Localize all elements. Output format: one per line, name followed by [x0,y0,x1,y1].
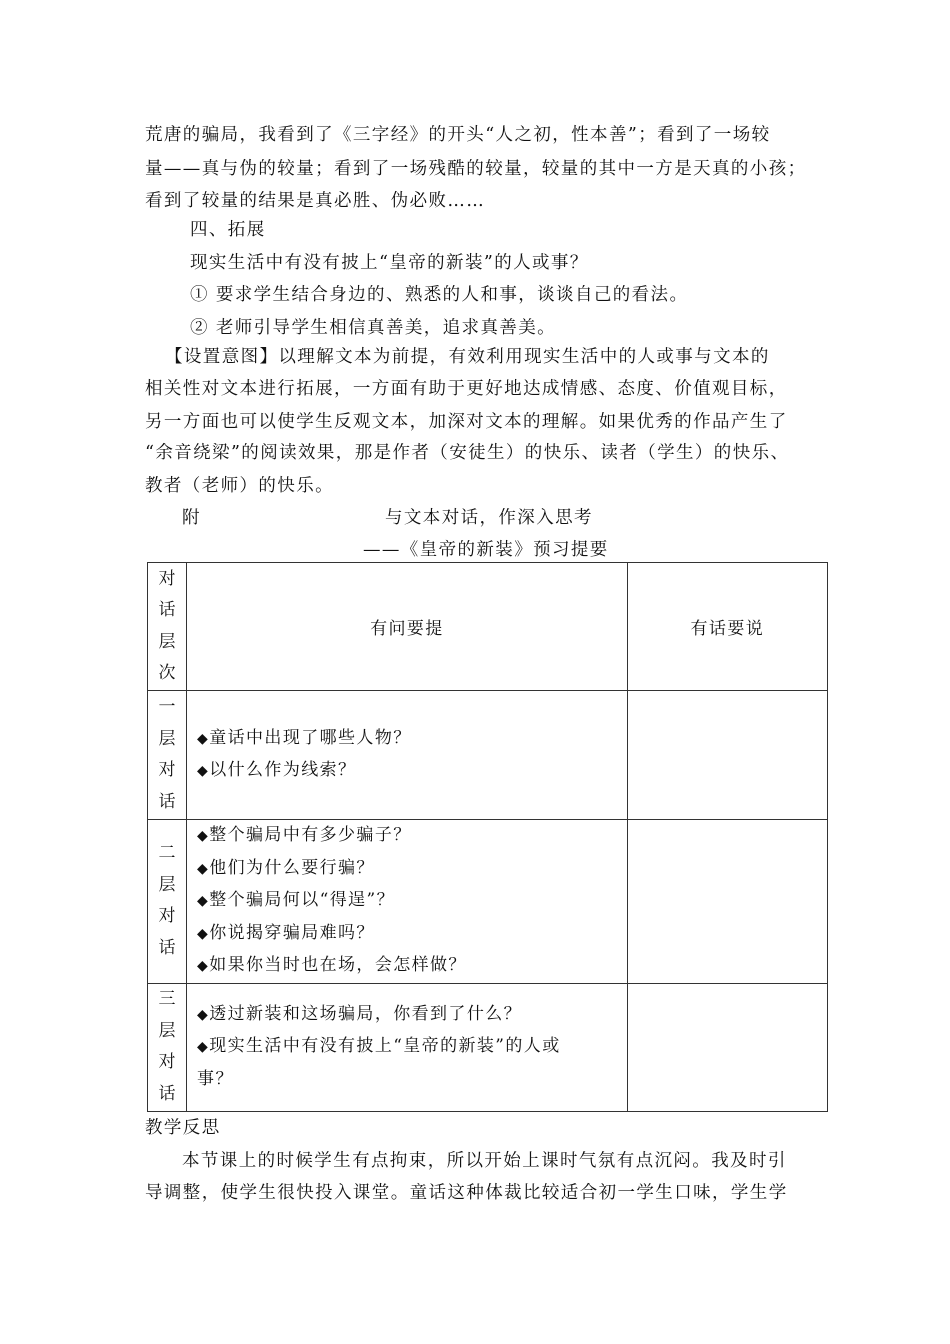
preview-table [147,562,828,1112]
row-level-char: 层 [158,874,176,895]
question-item [197,723,627,756]
question-text: 整个骗局何以“得逞”？ [209,890,396,910]
diamond-bullet-icon: ◆ [197,925,210,942]
body-line: 相关性对文本进行拓展，一方面有助于更好地达成情感、态度、价值观目标， [145,379,788,399]
section-heading: 四、拓展 [190,220,266,240]
table-row [148,691,828,820]
header-level-char: 对 [158,568,176,589]
row-level-char: 对 [158,906,176,927]
reflection-line: 导调整，使学生很快投入课堂。童话这种体裁比较适合初一学生口味，学生学 [145,1183,788,1203]
row-level-cell [148,691,187,820]
row-level-char: 一 [158,697,176,717]
question-text: 整个骗局中有多少骗子？ [209,825,412,845]
body-line: ② 老师引导学生相信真善美，追求真善美。 [190,318,557,338]
diamond-bullet-icon: ◆ [197,1039,210,1056]
question-item [197,820,627,853]
row-level-cell [148,983,187,1111]
row-level-cell [148,820,187,984]
diamond-bullet-icon: ◆ [197,1006,210,1023]
questions-cell [187,820,628,984]
question-text: 如果你当时也在场，会怎样做？ [209,955,467,975]
diamond-bullet-icon: ◆ [197,893,210,909]
reflection-line: 本节课上的时候学生有点拘束，所以开始上课时气氛有点沉闷。我及时引 [182,1151,787,1171]
diamond-bullet-icon: ◆ [197,763,210,779]
question-text: 以什么作为线索？ [209,760,357,780]
diamond-bullet-icon: ◆ [197,860,210,877]
body-line: 看到了较量的结果是真必胜、伪必败…… [145,191,486,211]
table-header-row [148,563,828,691]
diamond-bullet-icon: ◆ [197,828,210,844]
row-level-char: 对 [158,1052,176,1072]
header-questions: 有问要提 [187,563,628,691]
diamond-bullet-icon: ◆ [197,958,210,974]
body-line: 【设置意图】以理解文本为前提，有效利用现实生活中的人或事与文本的 [165,347,770,367]
question-continuation: 事？ [197,1068,234,1089]
question-text: 现实生活中有没有披上“皇帝的新装”的人或 [209,1036,561,1057]
body-line: 教者（老师）的快乐。 [145,476,334,496]
row-level-char: 三 [158,989,176,1009]
header-level-char: 次 [158,663,176,683]
question-item [197,999,627,1032]
question-item [197,1031,627,1064]
comments-cell [627,820,827,984]
comments-cell [627,691,827,820]
row-level-char: 话 [158,791,176,812]
appendix-subtitle: ——《皇帝的新装》预习提要 [363,540,609,560]
row-level-char: 二 [158,843,176,864]
header-level-char: 层 [158,631,176,652]
body-line: 荒唐的骗局，我看到了《三字经》的开头“人之初，性本善”；看到了一场较 [145,125,771,145]
header-level-char: 话 [158,600,176,620]
question-text: 童话中出现了哪些人物？ [209,727,412,748]
body-line: “余音绕梁”的阅读效果，那是作者（安徒生）的快乐、读者（学生）的快乐、 [145,443,790,463]
table-row [148,820,828,984]
question-item [197,918,627,951]
reflection-heading: 教学反思 [145,1118,221,1138]
body-line: 现实生活中有没有披上“皇帝的新装”的人或事？ [190,253,589,273]
question-item [197,950,627,983]
row-level-char: 话 [158,1083,176,1104]
row-level-char: 层 [158,1020,176,1041]
row-level-char: 层 [158,728,176,749]
question-text: 你说揭穿骗局难吗？ [209,922,375,943]
table-row [148,983,828,1111]
diamond-bullet-icon: ◆ [197,730,210,747]
questions-cell [187,983,628,1111]
body-line: ① 要求学生结合身边的、熟悉的人和事，谈谈自己的看法。 [190,285,689,305]
question-item [197,755,627,788]
comments-cell [627,983,827,1111]
appendix-title: 与文本对话，作深入思考 [385,508,593,528]
question-text: 他们为什么要行骗？ [209,857,375,878]
row-level-char: 话 [158,937,176,958]
questions-cell [187,691,628,820]
header-level-cell [148,563,187,691]
question-text: 透过新装和这场骗局，你看到了什么？ [209,1003,523,1024]
header-comments: 有话要说 [627,563,827,691]
body-line: 另一方面也可以使学生反观文本，加深对文本的理解。如果优秀的作品产生了 [145,412,788,432]
appendix-label: 附 [182,508,201,528]
question-item [197,853,627,886]
body-line: 量——真与伪的较量；看到了一场残酷的较量，较量的其中一方是天真的小孩； [145,159,807,179]
question-item [197,885,627,918]
row-level-char: 对 [158,760,176,780]
